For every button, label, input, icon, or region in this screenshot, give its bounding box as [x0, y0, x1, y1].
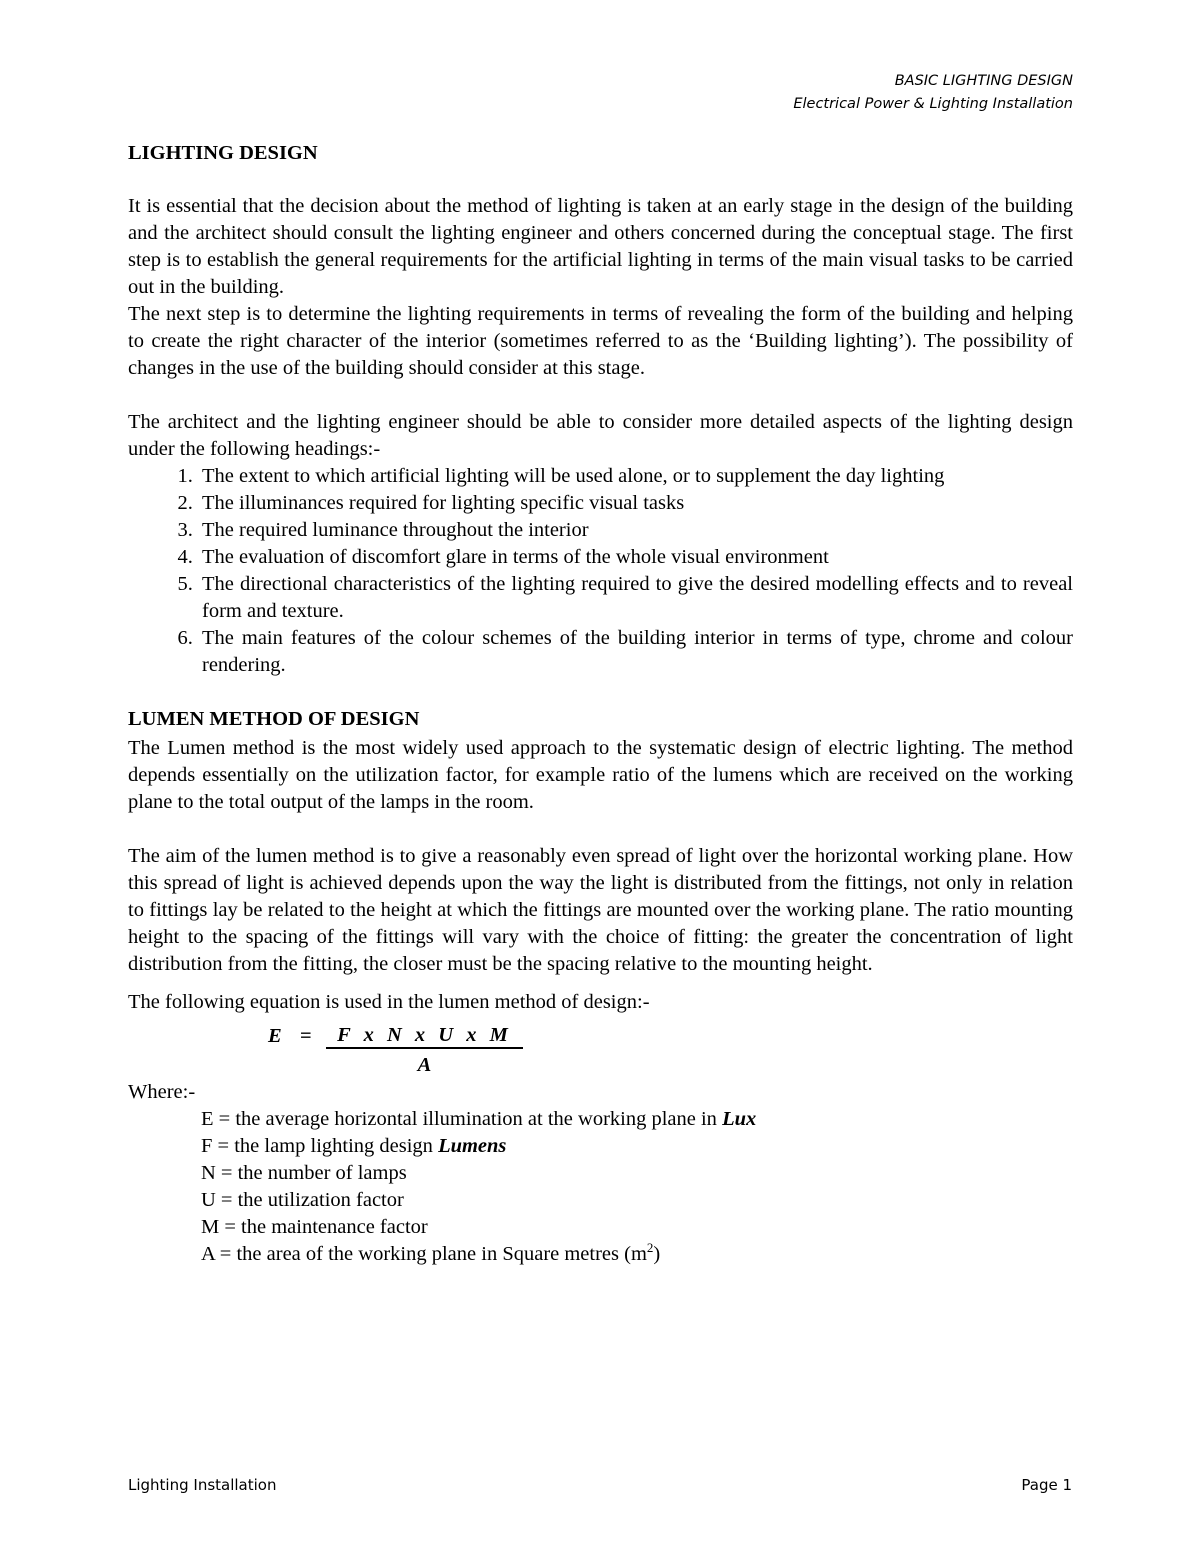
list-item: 5. The directional characteristics of the lighting required to give the desired modelling effects and to reveal form and texture. [198, 571, 1073, 625]
header-title: BASIC LIGHTING DESIGN [894, 73, 1073, 89]
definitions-list [128, 1106, 1073, 1268]
definition-a: A = the area of the working plane in Square metres $(m^2)$ [201, 1240, 661, 1265]
paragraph: The aim of the lumen method is to give a reasonably even spread of light over the horizontal working plane. How this spread of light is achieved depends upon the way the light is distributed from the fittings, not only in relation to fittings lay be related to the height at which the fittings are mounted over the working plane. The ratio mounting height to the spacing of the fittings will vary with the choice of fitting: the greater the concentration of light distribution from the fitting, the closer must be the spacing relative to the mounting height. [128, 845, 1073, 975]
list-item: 6. The main features of the colour schemes of the building interior in terms of type, chrome and colour rendering. [198, 625, 1073, 679]
header-subtitle: Electrical Power & Lighting Installation [793, 96, 1073, 112]
paragraph: The next step is to determine the lighting requirements in terms of revealing the form of the building and helping to create the right character of the interior (sometimes referred to as the ‘Building lighting’). The possibility of changes in the use of the building should consider at this stage. [128, 303, 1073, 379]
paragraph: The following equation is used in the lumen method of design:- [128, 991, 650, 1013]
definition-n: N = the number of lamps [201, 1162, 407, 1184]
paragraph: The Lumen method is the most widely used approach to the systematic design of electric lighting. The method depends essentially on the utilization factor, for example ratio of the lumens which are received on the working plane to the total output of the lamps in the room. [128, 737, 1073, 813]
where-label: Where:- [128, 1081, 196, 1103]
equation-denominator: A [417, 1054, 432, 1076]
definition-f: F = the lamp lighting design Lumens [201, 1135, 507, 1157]
section-heading-lumen-method: LUMEN METHOD OF DESIGN [128, 708, 420, 730]
list-item: 3. The required luminance throughout the interior [198, 517, 1073, 544]
list-item: 2. The illuminances required for lighting specific visual tasks [198, 490, 1073, 517]
headings-list [128, 463, 1073, 679]
page-header [793, 70, 1073, 116]
equation-numerator: F x N x U x M [326, 1023, 523, 1049]
list-item: 4. The evaluation of discomfort glare in terms of the whole visual environment [198, 544, 1073, 571]
equation-lhs: E [268, 1025, 282, 1047]
definition-m: M = the maintenance factor [201, 1216, 428, 1238]
paragraph: It is essential that the decision about the method of lighting is taken at an early stage in the design of the building and the architect should consult the lighting engineer and others concerned during the conceptual stage. The first step is to establish the general requirements for the artificial lighting in terms of the main visual tasks to be carried out in the building. [128, 195, 1073, 298]
definition-u: U = the utilization factor [201, 1189, 404, 1211]
page-content [128, 140, 1073, 1268]
unit-lux: Lux [722, 1108, 757, 1130]
lumen-equation [128, 1023, 1073, 1079]
section-heading-lighting-design: LIGHTING DESIGN [128, 142, 318, 164]
equation-equals: = [300, 1025, 312, 1047]
footer-title: Lighting Installation [128, 1476, 277, 1494]
unit-lumens: Lumens [438, 1135, 507, 1157]
paragraph: The architect and the lighting engineer should be able to consider more detailed aspects of the lighting design under the following headings:- [128, 411, 1073, 460]
list-item: 1. The extent to which artificial lighting will be used alone, or to supplement the day lighting [198, 463, 1073, 490]
definition-e: E = the average horizontal illumination at the working plane in Lux [201, 1108, 757, 1130]
page-number: Page 1 [1021, 1476, 1072, 1494]
